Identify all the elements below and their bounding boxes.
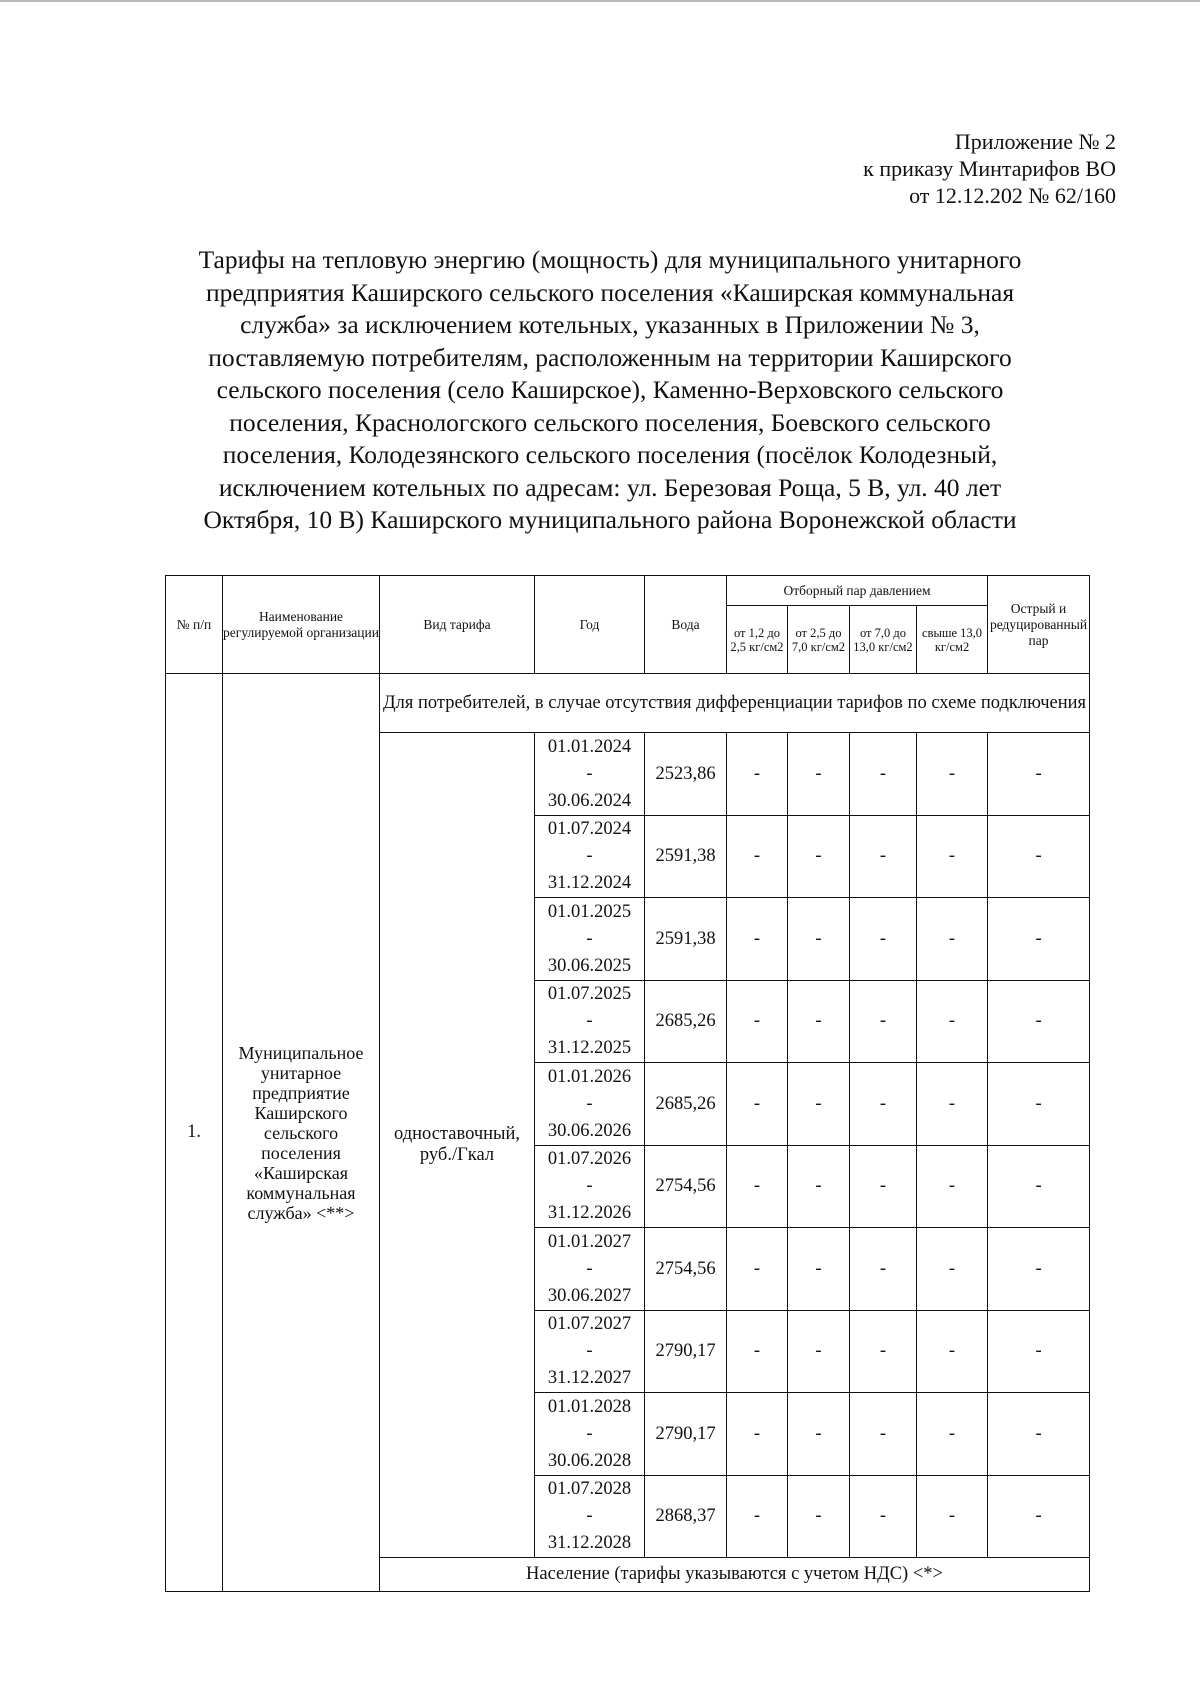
steam-1-value: - <box>727 1311 788 1393</box>
steam-3-value: - <box>850 1311 917 1393</box>
steam-4-value: - <box>917 1063 988 1146</box>
title-line: Октября, 10 В) Каширского муниципального района Воронежской области <box>203 505 1017 534</box>
sharp-steam-value: - <box>988 1393 1090 1476</box>
period-from: 01.07.2024 <box>547 819 632 839</box>
sharp-steam-value: - <box>988 816 1090 898</box>
water-value: 2754,56 <box>645 1146 727 1228</box>
period-cell <box>535 898 645 981</box>
period-from: 01.07.2027 <box>547 1314 632 1334</box>
period-cell <box>535 816 645 898</box>
period-sep: - <box>586 1423 593 1444</box>
period-sep: - <box>586 1258 593 1279</box>
steam-2-value: - <box>788 1063 850 1146</box>
header-water: Вода <box>645 576 727 674</box>
steam-3-value: - <box>850 898 917 981</box>
period-to: 30.06.2027 <box>547 1285 632 1306</box>
period-sep: - <box>586 846 593 866</box>
period-sep: - <box>586 1093 593 1114</box>
title-line: предприятия Каширского сельского поселения «Каширская коммунальная <box>205 277 1015 307</box>
period-from: 01.01.2025 <box>547 901 632 922</box>
period-to: 31.12.2026 <box>547 1203 632 1223</box>
steam-3-value: - <box>850 981 917 1063</box>
period-sep: - <box>586 1176 593 1196</box>
annex-number: Приложение № 2 <box>954 129 1116 154</box>
top-edge-line <box>0 0 1200 2</box>
period-from: 01.01.2026 <box>547 1066 632 1087</box>
steam-2-value: - <box>788 733 850 816</box>
water-value: 2523,86 <box>645 733 727 816</box>
period-to: 30.06.2026 <box>547 1120 632 1141</box>
header-steam-4: свыше 13,0 кг/см2 <box>917 606 988 674</box>
steam-4-value: - <box>917 1146 988 1228</box>
table-body <box>166 674 1090 1592</box>
water-value: 2685,26 <box>645 981 727 1063</box>
steam-2-value: - <box>788 1228 850 1311</box>
period-to: 30.06.2028 <box>547 1450 632 1471</box>
steam-1-value: - <box>727 981 788 1063</box>
tariff-type: одноставочный, руб./Гкал <box>380 733 535 1558</box>
steam-4-value: - <box>917 733 988 816</box>
steam-3-value: - <box>850 733 917 816</box>
period-from: 01.01.2027 <box>547 1231 632 1252</box>
steam-2-value: - <box>788 1146 850 1228</box>
period-to: 31.12.2024 <box>547 873 632 893</box>
period-to: 30.06.2025 <box>547 955 632 976</box>
steam-4-value: - <box>917 1393 988 1476</box>
water-value: 2754,56 <box>645 1228 727 1311</box>
steam-1-value: - <box>727 816 788 898</box>
row-number: 1. <box>166 674 223 1592</box>
steam-4-value: - <box>917 1311 988 1393</box>
period-cell <box>535 1311 645 1393</box>
period-to: 31.12.2027 <box>547 1368 632 1388</box>
title-line: Тарифы на тепловую энергию (мощность) для муниципального унитарного <box>198 245 1022 274</box>
org-name: Муниципальное унитарное предприятие Каширского сельского поселения «Каширская коммунальная служба» <**> <box>223 674 380 1592</box>
annex-order-date: от 12.12.202 № 62/160 <box>909 183 1116 208</box>
title-line: поселения, Колодезянского сельского поселения (посёлок Колодезный, <box>222 440 998 469</box>
period-from: 01.07.2028 <box>547 1479 632 1499</box>
sharp-steam-value: - <box>988 898 1090 981</box>
period-sep: - <box>586 1341 593 1361</box>
title-line: служба» за исключением котельных, указанных в Приложении № 3, <box>240 310 980 339</box>
steam-3-value: - <box>850 1228 917 1311</box>
steam-1-value: - <box>727 733 788 816</box>
period-to: 31.12.2028 <box>547 1533 632 1553</box>
period-cell <box>535 981 645 1063</box>
period-to: 30.06.2024 <box>547 790 632 811</box>
title-line: исключением котельных по адресам: ул. Березовая Роща, 5 В, ул. 40 лет <box>218 472 1002 502</box>
table-header <box>166 576 1090 674</box>
sharp-steam-value: - <box>988 733 1090 816</box>
steam-4-value: - <box>917 981 988 1063</box>
header-steam-1: от 1,2 до 2,5 кг/см2 <box>727 606 788 674</box>
steam-1-value: - <box>727 1476 788 1558</box>
period-to: 31.12.2025 <box>547 1038 632 1058</box>
sharp-steam-value: - <box>988 1146 1090 1228</box>
steam-3-value: - <box>850 1063 917 1146</box>
steam-3-value: - <box>850 1476 917 1558</box>
header-num: № п/п <box>166 576 223 674</box>
steam-3-value: - <box>850 1393 917 1476</box>
header-year: Год <box>535 576 645 674</box>
steam-4-value: - <box>917 816 988 898</box>
steam-1-value: - <box>727 1228 788 1311</box>
header-sharp-steam: Острый и редуцированный пар <box>988 576 1090 674</box>
steam-1-value: - <box>727 1063 788 1146</box>
period-from: 01.01.2024 <box>547 736 632 757</box>
steam-1-value: - <box>727 1146 788 1228</box>
steam-3-value: - <box>850 1146 917 1228</box>
sharp-steam-value: - <box>988 1311 1090 1393</box>
steam-1-value: - <box>727 1393 788 1476</box>
steam-4-value: - <box>917 1228 988 1311</box>
header-steam-2: от 2,5 до 7,0 кг/см2 <box>788 606 850 674</box>
header-steam-group: Отборный пар давлением <box>727 576 988 606</box>
period-sep: - <box>586 1011 593 1031</box>
sharp-steam-value: - <box>988 1228 1090 1311</box>
header-steam-3: от 7,0 до 13,0 кг/см2 <box>850 606 917 674</box>
steam-2-value: - <box>788 1476 850 1558</box>
steam-2-value: - <box>788 1311 850 1393</box>
title-line: поселения, Краснологского сельского поселения, Боевского сельского <box>229 407 991 437</box>
period-cell <box>535 1146 645 1228</box>
steam-1-value: - <box>727 898 788 981</box>
header-org: Наименование регулируемой организации <box>223 576 380 674</box>
steam-4-value: - <box>917 1476 988 1558</box>
period-sep: - <box>586 763 593 784</box>
period-cell <box>535 1228 645 1311</box>
steam-2-value: - <box>788 1393 850 1476</box>
header-tariff-type: Вид тарифа <box>380 576 535 674</box>
period-cell <box>535 1476 645 1558</box>
sharp-steam-value: - <box>988 981 1090 1063</box>
section-population: Население (тарифы указываются с учетом НДС) <*> <box>380 1558 1090 1592</box>
water-value: 2868,37 <box>645 1476 727 1558</box>
document-title <box>150 244 1070 537</box>
water-value: 2790,17 <box>645 1311 727 1393</box>
period-from: 01.07.2025 <box>547 984 632 1004</box>
annex-order-ref: к приказу Минтарифов ВО <box>863 156 1116 181</box>
water-value: 2591,38 <box>645 816 727 898</box>
steam-2-value: - <box>788 898 850 981</box>
steam-4-value: - <box>917 898 988 981</box>
period-from: 01.01.2028 <box>547 1396 632 1417</box>
period-cell <box>535 1393 645 1476</box>
water-value: 2685,26 <box>645 1063 727 1146</box>
water-value: 2790,17 <box>645 1393 727 1476</box>
period-cell <box>535 733 645 816</box>
steam-2-value: - <box>788 981 850 1063</box>
sharp-steam-value: - <box>988 1063 1090 1146</box>
period-cell <box>535 1063 645 1146</box>
title-line: сельского поселения (село Каширское), Каменно-Верховского сельского <box>216 375 1004 404</box>
steam-2-value: - <box>788 816 850 898</box>
section-consumers: Для потребителей, в случае отсутствия дифференциации тарифов по схеме подключения <box>380 674 1090 733</box>
period-sep: - <box>586 928 593 949</box>
period-sep: - <box>586 1506 593 1526</box>
period-from: 01.07.2026 <box>547 1149 632 1169</box>
steam-3-value: - <box>850 816 917 898</box>
tariff-table <box>165 575 1090 1592</box>
water-value: 2591,38 <box>645 898 727 981</box>
title-line: поставляемую потребителям, расположенным на территории Каширского <box>208 342 1012 372</box>
sharp-steam-value: - <box>988 1476 1090 1558</box>
annex-header <box>863 128 1116 209</box>
